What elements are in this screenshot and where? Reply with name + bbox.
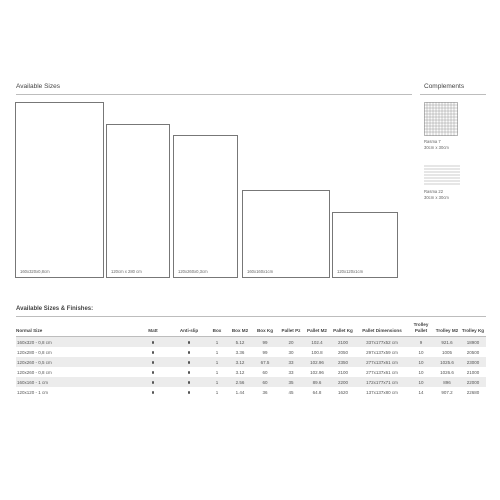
table-cell: 160x160 - 1 cm bbox=[16, 377, 134, 387]
table-cell: 120x260 - 0,5 cm bbox=[16, 357, 134, 367]
table-cell: 896 bbox=[434, 377, 460, 387]
size-tile bbox=[15, 102, 104, 278]
table-cell: 120x280 - 0,8 cm bbox=[17, 349, 52, 355]
striped-swatch bbox=[424, 164, 460, 186]
table-cell: 160x320 - 0,8 cm bbox=[16, 337, 134, 348]
bullet-icon bbox=[188, 381, 191, 384]
table-body bbox=[16, 337, 486, 398]
bullet-icon bbox=[188, 371, 191, 374]
table-cell: 1 bbox=[215, 389, 219, 395]
table-cell: 277x137x61 cm bbox=[356, 357, 408, 367]
table-cell: 45 bbox=[288, 389, 294, 395]
table-row bbox=[16, 337, 486, 348]
size-tile bbox=[173, 135, 238, 278]
complement-size: 30cm x 30cm bbox=[424, 144, 449, 150]
bullet-icon bbox=[188, 361, 191, 364]
table-cell: 14 bbox=[418, 389, 424, 395]
table-cell: 102.4 bbox=[304, 337, 330, 348]
table-cell: 1 bbox=[206, 377, 228, 387]
table-cell: 22680 bbox=[466, 389, 480, 395]
table-cell: 10 bbox=[408, 357, 434, 367]
table-cell: 921.6 bbox=[434, 337, 460, 348]
column-header: Trolley Kg bbox=[460, 322, 486, 337]
table-cell: 102.96 bbox=[304, 357, 330, 367]
table-cell: 10 bbox=[418, 369, 424, 375]
table-cell: 3.12 bbox=[235, 369, 245, 375]
matt-finish-dot bbox=[134, 337, 172, 348]
complement-name: Rasma 22 bbox=[424, 189, 444, 194]
table-row bbox=[16, 367, 486, 377]
column-header: Trolley Pallet bbox=[408, 322, 434, 337]
table-cell: 23000 bbox=[460, 357, 486, 367]
complements-heading: Complements bbox=[424, 83, 465, 90]
bullet-icon bbox=[188, 351, 191, 354]
complement-size: 30cm x 30cm bbox=[424, 194, 449, 200]
table-cell: 67.5 bbox=[252, 357, 278, 367]
table-cell: 60 bbox=[252, 377, 278, 387]
table-row bbox=[16, 357, 486, 367]
table-cell: 1 bbox=[206, 337, 228, 348]
available-sizes-heading: Available Sizes bbox=[16, 83, 60, 90]
table-row bbox=[16, 377, 486, 387]
table-cell: 907.2 bbox=[441, 389, 453, 395]
complements-divider bbox=[420, 94, 486, 95]
anti-slip-dot bbox=[172, 337, 206, 348]
size-tile-label: 120cm x 280 cm bbox=[111, 269, 142, 274]
matt-finish-dot bbox=[134, 387, 172, 397]
table-cell: 2050 bbox=[337, 349, 348, 355]
sizes-finishes-table bbox=[16, 322, 486, 397]
table-cell: 99 bbox=[262, 349, 268, 355]
table-cell: 120x120 - 1 cm bbox=[17, 389, 49, 395]
matt-finish-dot bbox=[134, 367, 172, 377]
table-cell: 3.36 bbox=[235, 349, 245, 355]
anti-slip-dot bbox=[172, 387, 206, 397]
column-header: Pallet Pz bbox=[278, 322, 304, 337]
column-header: Pallet Dimensions bbox=[356, 322, 408, 337]
size-tile-label: 160x320x0,8cm bbox=[20, 269, 50, 274]
grid-mesh-swatch bbox=[424, 102, 458, 136]
bullet-icon bbox=[188, 391, 191, 394]
table-header-row bbox=[16, 322, 486, 337]
table-cell: 1 bbox=[206, 357, 228, 367]
table-cell: 30 bbox=[288, 349, 294, 355]
table-cell: 36 bbox=[262, 389, 268, 395]
table-cell: 1026.6 bbox=[440, 369, 454, 375]
complement-1-caption bbox=[424, 139, 449, 150]
table-cell: 2100 bbox=[337, 369, 348, 375]
column-header: Box Kg bbox=[252, 322, 278, 337]
table-cell: 2350 bbox=[330, 357, 356, 367]
anti-slip-dot bbox=[172, 377, 206, 387]
table-cell: 102.96 bbox=[310, 369, 324, 375]
table-cell: 10 bbox=[418, 349, 424, 355]
table-cell: 9 bbox=[408, 337, 434, 348]
table-cell: 18900 bbox=[460, 337, 486, 348]
bullet-icon bbox=[152, 341, 155, 344]
size-tile bbox=[106, 124, 170, 278]
table-cell: 3.12 bbox=[228, 357, 252, 367]
column-header: Pallet M2 bbox=[304, 322, 330, 337]
table-cell: 5.12 bbox=[228, 337, 252, 348]
table-cell: 277x137x61 cm bbox=[366, 369, 398, 375]
table-row bbox=[16, 387, 486, 397]
bullet-icon bbox=[152, 371, 155, 374]
table-cell: 10 bbox=[408, 377, 434, 387]
column-header: Pallet Kg bbox=[330, 322, 356, 337]
table-cell: 22000 bbox=[460, 377, 486, 387]
bullet-icon bbox=[152, 351, 155, 354]
anti-slip-dot bbox=[172, 357, 206, 367]
table-cell: 1.44 bbox=[235, 389, 245, 395]
table-cell: 2200 bbox=[330, 377, 356, 387]
table-cell: 297x137x59 cm bbox=[366, 349, 398, 355]
table-cell: 33 bbox=[278, 357, 304, 367]
sizes-finishes-heading: Available Sizes & Finishes: bbox=[16, 306, 94, 312]
size-tile bbox=[242, 190, 330, 278]
column-header: Anti-slip bbox=[172, 322, 206, 337]
table-row bbox=[16, 347, 486, 357]
bullet-icon bbox=[188, 341, 191, 344]
anti-slip-dot bbox=[172, 347, 206, 357]
table-cell: 1025.6 bbox=[434, 357, 460, 367]
table-cell: 64.8 bbox=[312, 389, 322, 395]
table-divider bbox=[16, 316, 486, 317]
table-cell: 1 bbox=[215, 349, 219, 355]
table-cell: 33 bbox=[288, 369, 294, 375]
column-header: Box M2 bbox=[228, 322, 252, 337]
bullet-icon bbox=[152, 381, 155, 384]
complement-2-caption bbox=[424, 189, 449, 200]
table-cell: 120x260 - 0,8 cm bbox=[17, 369, 52, 375]
size-tile-label: 120x120x1cm bbox=[337, 269, 364, 274]
column-header: Trolley M2 bbox=[434, 322, 460, 337]
size-tile bbox=[332, 212, 398, 278]
complement-name: Rasma 7 bbox=[424, 139, 441, 144]
matt-finish-dot bbox=[134, 357, 172, 367]
bullet-icon bbox=[152, 361, 155, 364]
size-tile-label: 120x260x0,3cm bbox=[178, 269, 208, 274]
matt-finish-dot bbox=[134, 377, 172, 387]
matt-finish-dot bbox=[134, 347, 172, 357]
table-cell: 337x177x52 cm bbox=[356, 337, 408, 348]
sizes-divider bbox=[16, 94, 412, 95]
column-header: Box bbox=[206, 322, 228, 337]
anti-slip-dot bbox=[172, 367, 206, 377]
table-cell: 89.6 bbox=[304, 377, 330, 387]
table-cell: 172x177x71 cm bbox=[356, 377, 408, 387]
table-cell: 99 bbox=[252, 337, 278, 348]
table-cell: 35 bbox=[278, 377, 304, 387]
size-tile-label: 160x160x1cm bbox=[247, 269, 274, 274]
table-cell: 1 bbox=[215, 369, 219, 375]
bullet-icon bbox=[152, 391, 155, 394]
table-cell: 20 bbox=[278, 337, 304, 348]
table-cell: 20500 bbox=[466, 349, 480, 355]
table-cell: 60 bbox=[262, 369, 268, 375]
table-cell: 100.8 bbox=[311, 349, 323, 355]
column-header: Normal Size bbox=[16, 322, 134, 337]
table-cell: 1620 bbox=[337, 389, 348, 395]
table-cell: 2100 bbox=[330, 337, 356, 348]
table-cell: 21000 bbox=[466, 369, 480, 375]
column-header: Matt bbox=[134, 322, 172, 337]
table-cell: 137x137x80 cm bbox=[366, 389, 398, 395]
table-cell: 1005 bbox=[441, 349, 452, 355]
table-cell: 2.56 bbox=[228, 377, 252, 387]
